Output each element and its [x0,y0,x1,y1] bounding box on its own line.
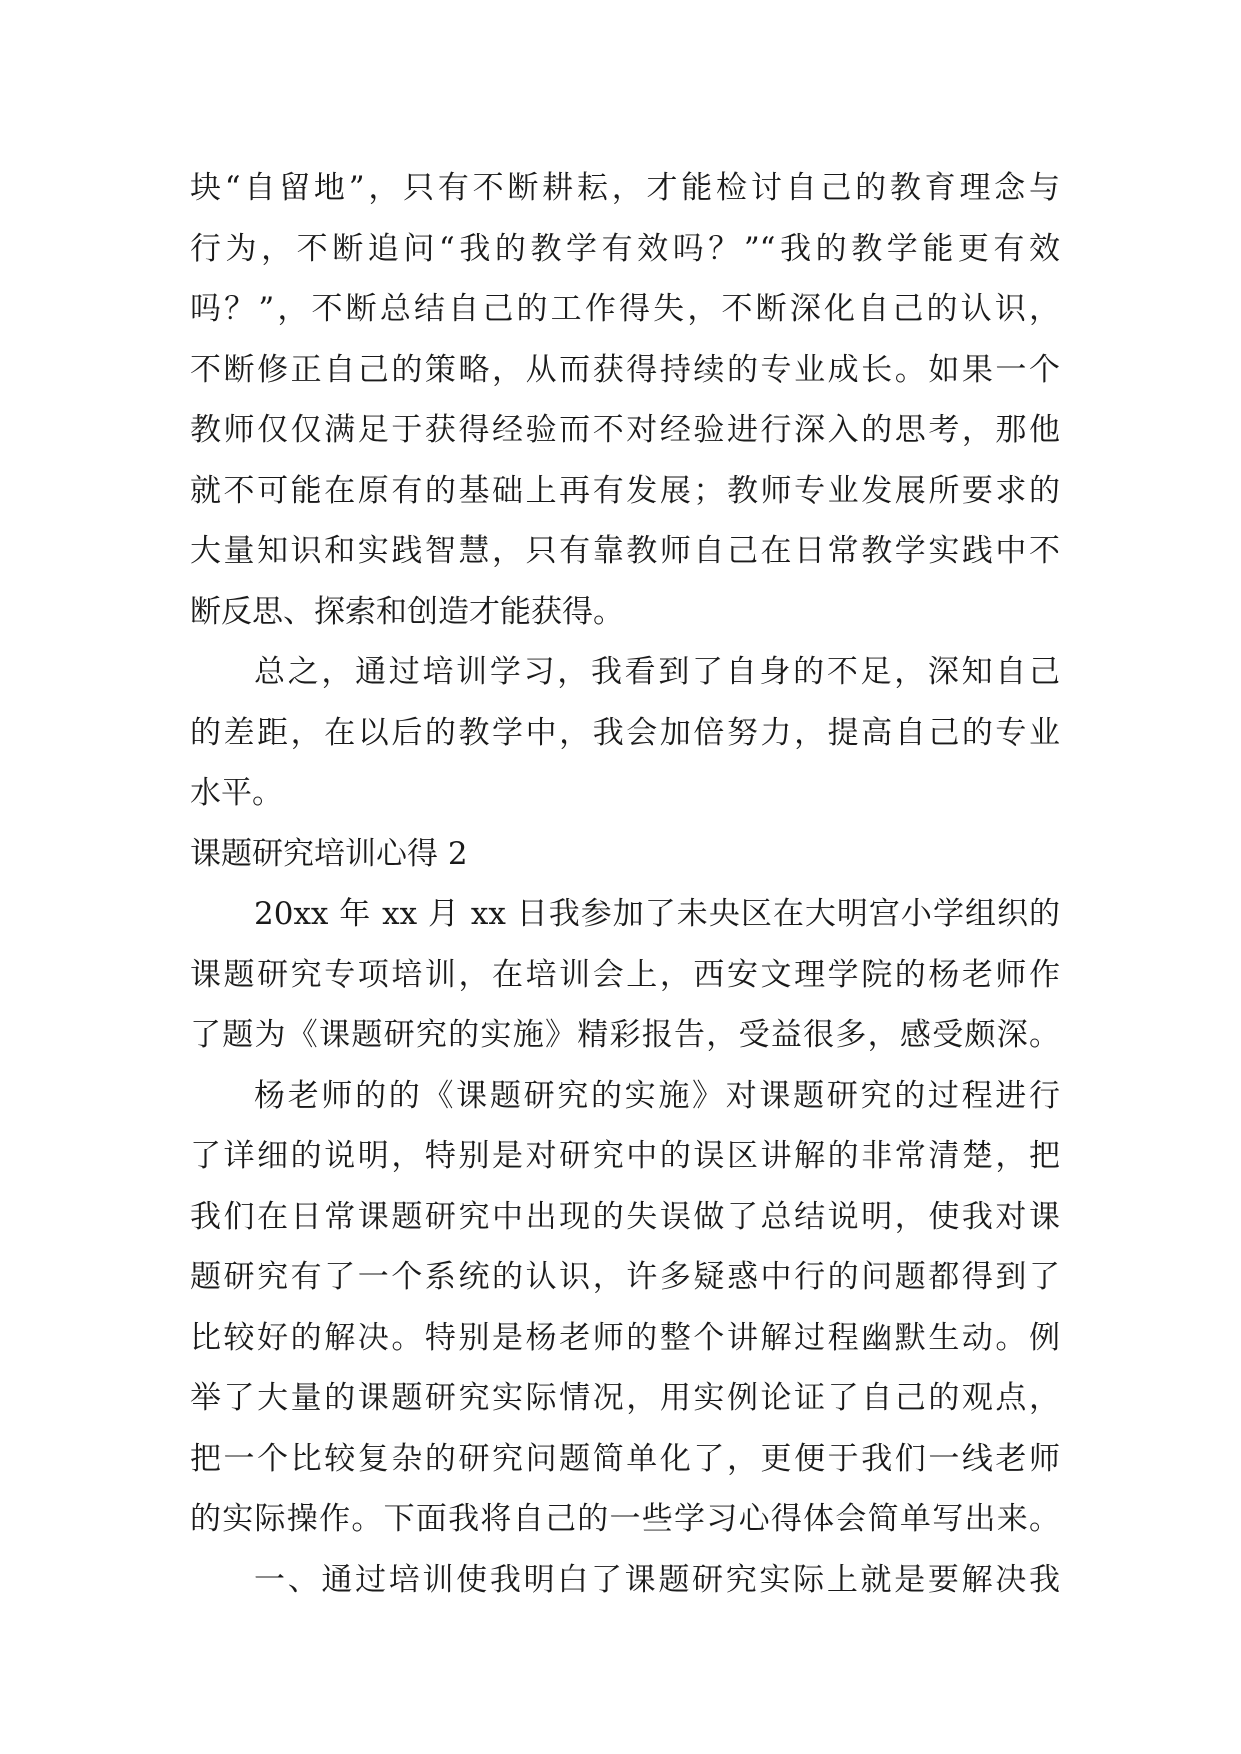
paragraph-5 [190,1550,1060,1611]
text-line: 的实际操作。下面我将自己的一些学习心得体会简单写出来。 [190,1501,1060,1537]
text-line: 不断修正自己的策略，从而获得持续的专业成长。如果一个 [190,351,1060,388]
text-line: 20xx 年 xx 月 xx 日我参加了未央区在大明宫小学组织的 [254,896,1060,932]
paragraph-3 [190,884,1060,1066]
text-line: 吗？”，不断总结自己的工作得失，不断深化自己的认识， [190,291,1060,327]
text-line: 杨老师的的《课题研究的实施》对课题研究的过程进行 [254,1077,1060,1114]
text-line: 题研究有了一个系统的认识，许多疑惑中行的问题都得到了 [190,1259,1060,1295]
paragraph-4 [190,1066,1060,1550]
text-line: 一、通过培训使我明白了课题研究实际上就是要解决我 [254,1561,1060,1598]
text-line: 大量知识和实践智慧，只有靠教师自己在日常教学实践中不 [190,533,1060,569]
text-line: 断反思、探索和创造才能获得。 [190,593,624,630]
text-line: 把一个比较复杂的研究问题简单化了，更便于我们一线老师 [190,1440,1060,1477]
text-line: 举了大量的课题研究实际情况，用实例论证了自己的观点， [190,1380,1060,1416]
text-line: 了题为《课题研究的实施》精彩报告，受益很多，感受颇深。 [190,1017,1060,1053]
document-body [190,158,1060,1610]
text-line: 比较好的解决。特别是杨老师的整个讲解过程幽默生动。例 [190,1319,1060,1356]
text-line: 了详细的说明，特别是对研究中的误区讲解的非常清楚，把 [190,1138,1060,1174]
text-line: 我们在日常课题研究中出现的失误做了总结说明，使我对课 [190,1198,1060,1235]
text-line: 总之，通过培训学习，我看到了自身的不足，深知自己 [254,654,1060,690]
text-line: 就不可能在原有的基础上再有发展；教师专业发展所要求的 [190,472,1060,509]
text-line: 行为，不断追问“我的教学有效吗？”“我的教学能更有效 [190,230,1060,267]
text-line: 的差距，在以后的教学中，我会加倍努力，提高自己的专业 [190,714,1060,751]
paragraph-1 [190,158,1060,642]
text-line: 课题研究专项培训，在培训会上，西安文理学院的杨老师作 [190,956,1060,993]
text-line: 块“自留地”，只有不断耕耘，才能检讨自己的教育理念与 [190,170,1060,206]
paragraph-2 [190,642,1060,824]
section-heading: 课题研究培训心得 2 [190,835,468,872]
text-line: 水平。 [190,775,283,811]
text-line: 教师仅仅满足于获得经验而不对经验进行深入的思考，那他 [190,412,1060,448]
